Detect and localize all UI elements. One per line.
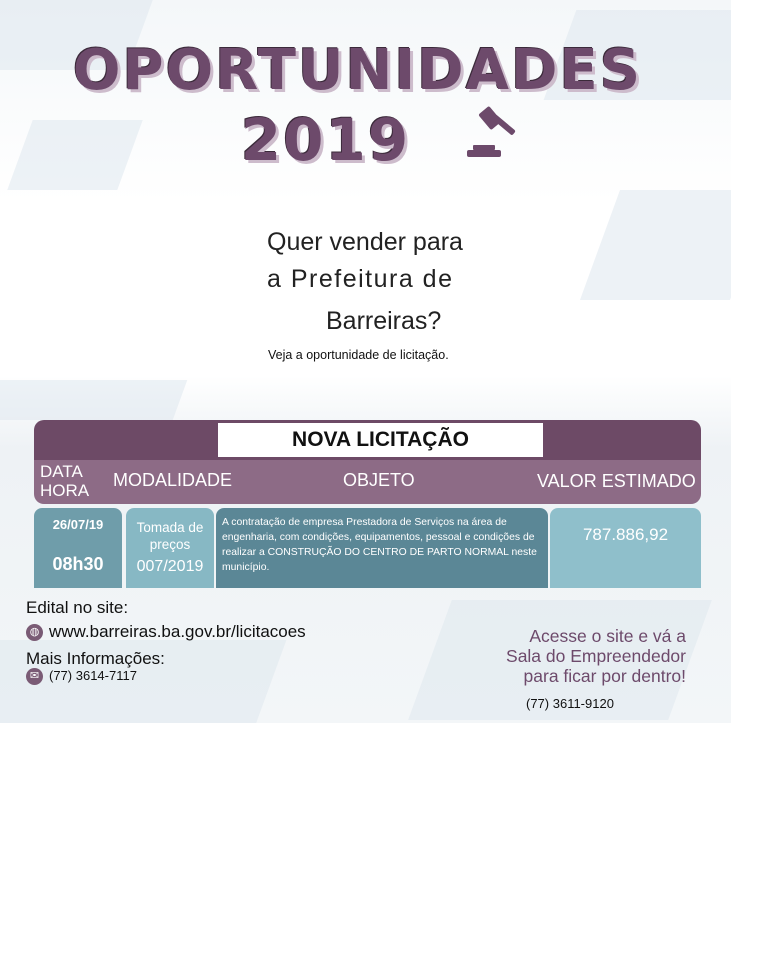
cell-valor [550, 508, 701, 588]
acesse-block [466, 626, 686, 686]
title-line1: OPORTUNIDADES [72, 38, 643, 103]
subtitle: Veja a oportunidade de licitação. [268, 348, 449, 362]
row-date: 26/07/19 [52, 517, 104, 532]
question-line1: Quer vender para [267, 228, 463, 256]
site-link[interactable]: www.barreiras.ba.gov.br/licitacoes [49, 622, 306, 641]
row-numero: 007/2019 [136, 558, 204, 575]
row-time: 08h30 [52, 554, 104, 574]
question-line3: Barreiras? [326, 307, 442, 335]
cell-modalidade [126, 508, 214, 588]
acesse-line1: Acesse o site e vá a [529, 626, 686, 646]
acesse-line3: para ficar por dentro! [523, 666, 686, 686]
envelope-icon: ✉ [26, 668, 43, 685]
mais-label: Mais Informações: [26, 649, 165, 668]
bg-shape [580, 190, 731, 300]
header-objeto: OBJETO [343, 470, 415, 490]
header-data-hora [40, 462, 89, 500]
cell-objeto [216, 508, 548, 588]
cell-data-hora [34, 508, 122, 588]
row-valor: 787.886,92 [582, 525, 669, 544]
phone-line [26, 668, 137, 685]
row-modalidade: Tomada de preços [136, 520, 204, 552]
site-line[interactable] [26, 622, 306, 642]
question-line2: a Prefeitura de [267, 265, 454, 293]
header-valor: VALOR ESTIMADO [537, 471, 696, 491]
row-objeto: A contratação de empresa Prestadora de Serviços na área de engenharia, com condições, equipamentos, pessoal e condições de realizar a CONSTRUÇÃO DO CENTRO DE PARTO NORMAL neste município. [222, 517, 537, 573]
gavel-icon [465, 104, 523, 164]
banner-title: NOVA LICITAÇÃO [218, 423, 543, 457]
title-line2: 2019 [240, 106, 411, 174]
header-modalidade: MODALIDADE [113, 470, 233, 490]
banner-bar [34, 420, 701, 460]
acesse-line2: Sala do Empreendedor [506, 646, 686, 666]
bg-shape [0, 380, 187, 420]
phone-info: (77) 3614-7117 [49, 668, 137, 683]
phone-empreendedor: (77) 3611-9120 [526, 696, 614, 711]
header-bar [34, 460, 701, 504]
globe-icon: ◍ [26, 624, 43, 641]
edital-label: Edital no site: [26, 598, 129, 617]
header-data: DATA [40, 462, 83, 481]
header-hora: HORA [40, 481, 90, 500]
